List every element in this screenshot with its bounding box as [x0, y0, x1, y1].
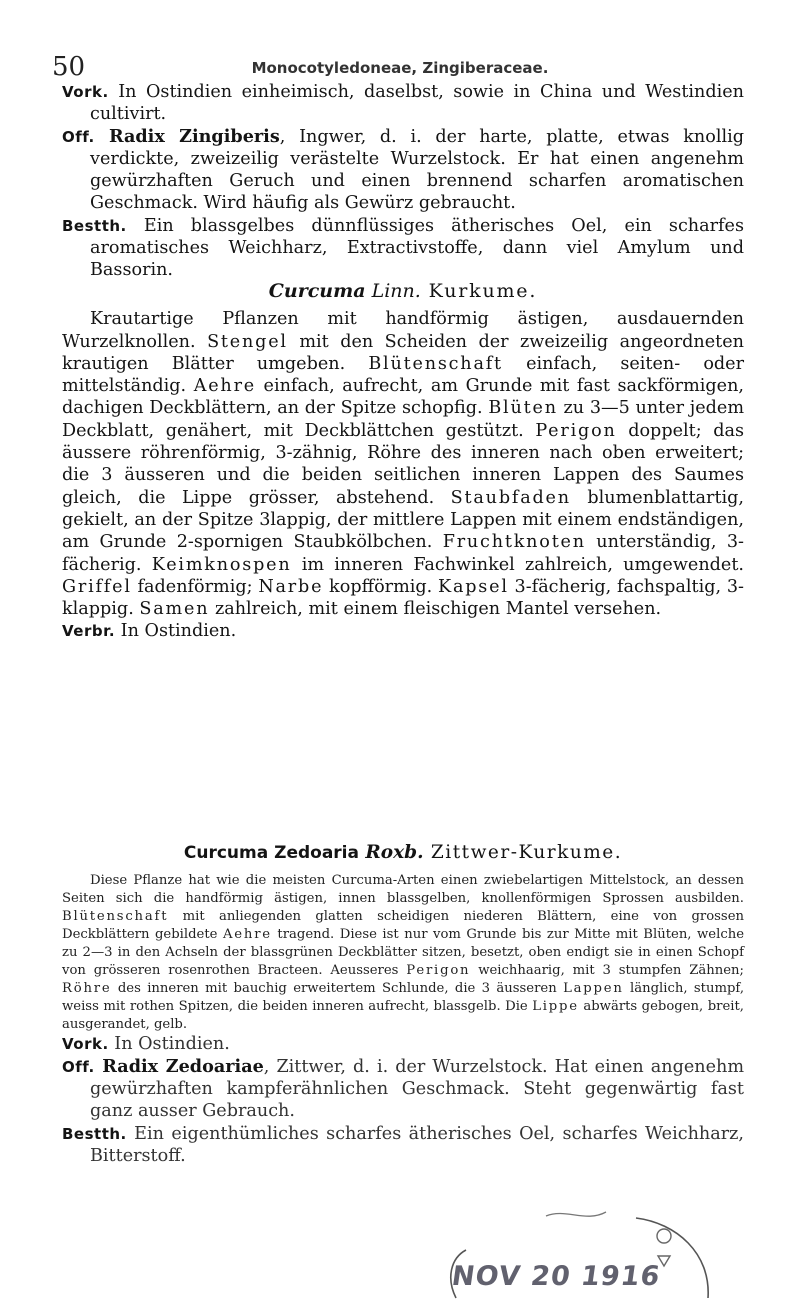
- stamp-date: NOV 20 1916: [449, 1261, 663, 1292]
- species-occurrence-paragraph: [62, 1033, 744, 1055]
- bestth-text: Ein blassgelbes dünnflüssiges ätherisches Oel, ein scharfes aromatisches Weichharz, Extractivstoffe, dann viel Amylum und Bassorin.: [90, 215, 744, 281]
- desc-text: des inneren mit bauchig erweitertem Schlunde, die 3 äusseren: [111, 980, 564, 996]
- page-number: 50: [52, 52, 86, 82]
- desc-text: einfach, aufrecht, am Grunde mit fast sackförmigen, dachigen Deckblättern, an der Spitze schopfig.: [62, 376, 744, 419]
- desc-text: weichhaarig, mit 3 stumpfen Zähnen;: [470, 962, 744, 978]
- desc-text: Krautartige Pflanzen mit handförmig ästigen, ausdauernden Wurzelknollen.: [62, 309, 744, 352]
- keyword-narbe: Narbe: [258, 576, 324, 597]
- keyword-bluetenschaft: Blütenschaft: [368, 353, 503, 374]
- desc-text: 3-fächerig, fachspaltig, 3-klappig.: [62, 576, 744, 620]
- zingiber-entry: [62, 81, 744, 282]
- desc-text: blumenblattartig, gekielt, an der Spitze 3lappig, der mittlere Lappen mit einem endständigen, am Grunde 2-spornigen Staubkölbchen.: [62, 487, 744, 553]
- desc-text: fadenförmig;: [131, 576, 259, 597]
- page-header: [52, 52, 748, 82]
- keyword-staubfaden: Staubfaden: [450, 487, 571, 508]
- keyword-aehre: Aehre: [193, 376, 256, 397]
- genus-title: [62, 280, 744, 302]
- bestth-label: Bestth.: [62, 1124, 127, 1143]
- verbr-text: In Ostindien.: [115, 621, 237, 642]
- desc-text: zu 3—5 unter jedem Deckblatt, genähert, mit Deckblättchen gestützt.: [62, 398, 744, 441]
- desc-text: doppelt; das äussere röhrenförmig, 3-zähnig, Röhre des inneren nach oben erweitert; die 3 äusseren und die beiden seitlichen inneren Lappen des Saumes gleich, die Lippe grösser, abstehend.: [62, 420, 744, 508]
- genus-entry: [62, 262, 744, 643]
- verbr-label: Verbr.: [62, 622, 116, 641]
- species-constituents-paragraph: [62, 1123, 744, 1168]
- vork-text: In Ostindien.: [108, 1034, 230, 1055]
- genus-name: Curcuma: [268, 280, 366, 302]
- occurrence-paragraph: [62, 81, 744, 126]
- keyword-roehre: Röhre: [62, 980, 112, 996]
- keyword-fruchtknoten: Fruchtknoten: [442, 532, 586, 553]
- desc-text: Diese Pflanze hat wie die meisten Curcuma-Arten einen zwiebelartigen Mittelstock, an dessen Seiten sich die handförmig ästigen, innen blassgelben, knollenförmigen Sprossen ausbilden.: [62, 873, 744, 907]
- keyword-perigon: Perigon: [535, 420, 617, 441]
- stamp-wave: [546, 1212, 606, 1216]
- keyword-kapsel: Kapsel: [438, 576, 509, 597]
- species-entry: [62, 842, 744, 1167]
- desc-text: zahlreich, mit einem fleischigen Mantel versehen.: [209, 599, 662, 620]
- vork-label: Vork.: [62, 83, 109, 101]
- keyword-bluetenschaft: Blütenschaft: [62, 909, 169, 925]
- keyword-perigon: Perigon: [406, 962, 471, 978]
- genus-author: Linn.: [365, 280, 421, 302]
- desc-text: unterständig, 3-fächerig.: [62, 532, 744, 575]
- off-label: Off.: [62, 1057, 95, 1076]
- species-author: Roxb.: [358, 842, 424, 863]
- desc-text: mit anliegenden glatten scheidigen niederen Blättern, eine von grossen Deckblättern gebildete: [62, 909, 744, 943]
- keyword-lippe: Lippe: [532, 998, 579, 1014]
- desc-text: mit den Scheiden der zweizeilig angeordneten krautigen Blätter umgeben.: [62, 331, 744, 374]
- stamp-ornament: [657, 1229, 671, 1243]
- desc-text: abwärts gebogen, breit, ausgerandet, gelb.: [62, 998, 744, 1032]
- keyword-aehre: Aehre: [222, 927, 272, 943]
- desc-text: länglich, stumpf, weiss mit rothen Spitzen, die beiden inneren aufrecht, blassgelb. Die: [62, 980, 745, 1014]
- distribution-paragraph: [62, 620, 744, 642]
- off-text: , Zittwer, d. i. der Wurzelstock. Hat einen angenehm gewürzhaften kampferähnlichen Geschmack. Steht gegenwärtig fast ganz ausser Gebrauch.: [90, 1056, 745, 1122]
- species-title: [62, 842, 744, 864]
- off-label: Off.: [62, 127, 95, 146]
- species-description: [62, 872, 744, 1033]
- off-drug-name: Radix Zingiberis: [94, 125, 280, 147]
- species-vernacular: Zittwer-Kurkume.: [423, 842, 623, 863]
- species-officinal-paragraph: [62, 1056, 744, 1123]
- keyword-stengel: Stengel: [207, 331, 288, 352]
- species-name: Curcuma Zedoaria: [183, 843, 359, 863]
- desc-text: einfach, seiten- oder mittelständig.: [62, 353, 744, 397]
- bestth-label: Bestth.: [62, 216, 127, 235]
- vork-label: Vork.: [62, 1035, 109, 1054]
- off-drug-name: Radix Zedoariae: [94, 1055, 264, 1077]
- keyword-keimknospen: Keimknospen: [151, 554, 292, 575]
- desc-text: tragend. Diese ist nur vom Grunde bis zur Mitte mit Blüten, welche zu 2—3 in den Achseln der blassgrünen Deckblätter sitzen, besetzt, oben endigt sie in einen Schopf von grösseren rosenrothen Bracteen. Aeusseres: [62, 927, 744, 978]
- desc-text: im inneren Fachwinkel zahlreich, umgewendet.: [291, 554, 744, 575]
- keyword-lappen: Lappen: [563, 980, 624, 996]
- running-head: Monocotyledoneae, Zingiberaceae.: [251, 59, 549, 77]
- keyword-blueten: Blüten: [488, 398, 558, 419]
- off-text: , Ingwer, d. i. der harte, platte, etwas knollig verdickte, zweizeilig verästelte Wurzelstock. Er hat einen angenehm gewürzhaften Geruch und einen brennend scharfen aromatischen Geschmack. Wird häufig als Gewürz gebraucht.: [90, 126, 744, 214]
- genus-vernacular: Kurkume.: [420, 280, 538, 302]
- genus-description: [62, 308, 744, 620]
- desc-text: kopfförmig.: [323, 576, 439, 597]
- officinal-paragraph: [62, 126, 744, 215]
- bestth-text: Ein eigenthümliches scharfes ätherisches Oel, scharfes Weichharz, Bitterstoff.: [90, 1123, 744, 1166]
- vork-text: In Ostindien einheimisch, daselbst, sowie in China und Westindien cultivirt.: [90, 82, 744, 125]
- keyword-samen: Samen: [139, 599, 210, 620]
- keyword-griffel: Griffel: [62, 576, 132, 597]
